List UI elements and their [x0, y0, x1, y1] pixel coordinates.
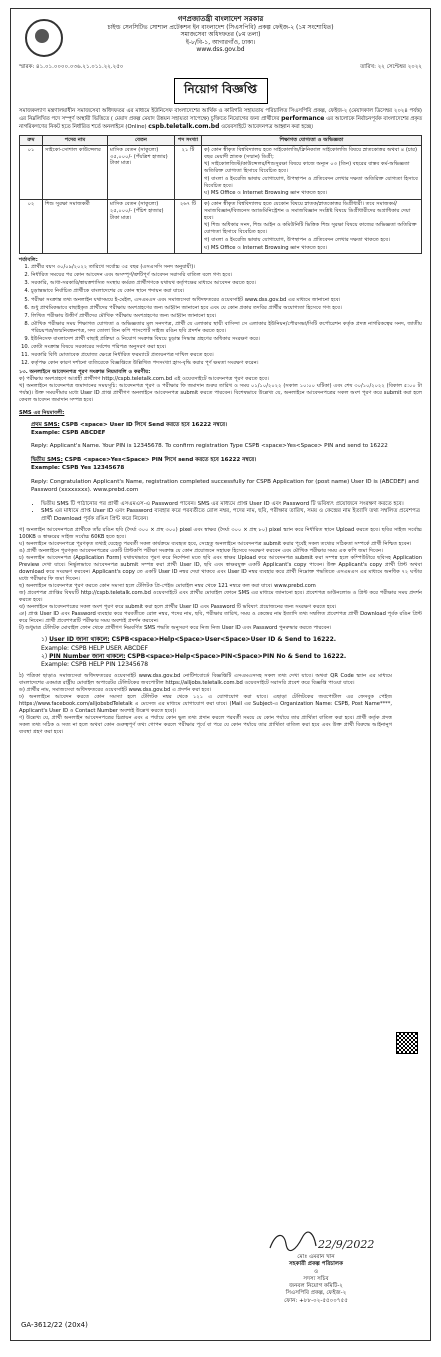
closing-item: ঠ) পত্রিকা ছাড়াও সমাজসেবা অধিদফতরের ওয়েবসাইট www.dss.gov.bd নোটিশবোর্ডে বিজ্ঞপ্তিটি এসএমএসসহ সকল তথ্য দেখা যাবে। অথবা QR Code স্ক্যান এর মাধ্যমে বাংলাদেশের একমাত্র রাষ্ট্রীয় মোবাইল অপারেটর টেলিটকের জবপোর্টাল https://alljobs.teletalk.com.bd ওয়েবসাইটে সরাসরি প্রবেশ করে বিজ্ঞপ্তি পাওয়া যাবে।: [19, 672, 392, 686]
condition-item: 5. পরীক্ষা সংক্রান্ত তথ্য অনলাইন যথাসময়ে ই-মেইল, এসএমএস এবং সমাজসেবা অধিদফতরের ওয়েবসাইট www.dss.gov.bd এর মাধ্যমে জানানো হবে।: [31, 297, 422, 304]
handwritten-signature-icon: [246, 1230, 386, 1254]
qualification-item: ঘ) MS Office ও Internet Browsing জ্ঞান থাকতে হবে।: [204, 190, 328, 197]
more-item: ঘ) অনলাইনে আবেদনপত্রে পূরণকৃত তথ্যই যেহেতু পরবর্তী সকল কার্যক্রমে ব্যবহৃত হবে, সেহেতু অনলাইনে আবেদনপত্র submit করার পূর্বেই সকল তথ্যের সঠিকতা সম্পর্কে প্রার্থী নিশ্চিত হবেন।: [19, 541, 412, 548]
conditions-title: শর্তাবলি:: [19, 257, 38, 264]
more-item: গ) অনলাইন আবেদনপত্রে প্রার্থীকে তাঁর রঙিন ছবি (দৈর্ঘ্য ৩০০ × প্রস্থ ৩০০) pixel এবং স্বাক্ষর (দৈর্ঘ্য ৩০০ × প্রস্থ ৮০) pixel স্ক্যান করে নির্ধারিত স্থানে Upload করতে হবে। ছবির সাইজ সর্বোচ্চ 100KB ও স্বাক্ষরের সাইজ সর্বোচ্চ 60KB হতে হবে।: [19, 527, 422, 541]
conditions-list: [19, 264, 422, 366]
intro-performance: performance: [281, 114, 325, 122]
col-pay: বেতন: [108, 136, 175, 146]
more-item: ঞ) প্রাপ্ত User ID এবং Password ব্যবহার করে পরবর্তীতে রোল নম্বর, পদের নাম, ছবি, পরীক্ষার তারিখ, সময় ও কেন্দ্রের নাম ইত্যাদি তথ্য সম্বলিত প্রবেশপত্র প্রার্থী Download পূর্বক রঙিন প্রিন্ট করে নিবেন। প্রার্থী প্রবেশপত্রটি পরীক্ষার সময় অবশ্যই প্রদর্শন করবেন।: [19, 611, 422, 625]
intro-url[interactable]: cspb.teletalk.com.bd: [148, 123, 220, 131]
condition-item: 11. সরকারি বিধি মোতাবেক প্রযোজ্য ক্ষেত্রে নির্ধারিত ফরম্যাটে প্রত্যয়নপত্র দাখিল করতে হবে।: [31, 352, 422, 359]
intro-paragraph: [19, 108, 422, 131]
sms1-label: প্রথম SMS:: [31, 421, 60, 428]
signatory-phone: ফোন: +৮৮-০২-৫৫০০৭৫৫: [284, 1297, 348, 1304]
col-post: পদের নাম: [43, 136, 108, 146]
sms1-text: CSPB <space> User ID লিখে Send করতে হবে 16222 নম্বরে।: [61, 421, 228, 428]
header: [11, 15, 430, 54]
intro-text-c: ওয়েবসাইটে আবেদনপত্র আহ্বান করা হচ্ছে।: [221, 124, 314, 131]
help-sms-list: [41, 636, 422, 670]
sms1-example: Example: CSPB ABCDEF: [31, 429, 106, 436]
qualification-item: ক) কোন স্বীকৃত বিশ্ববিদ্যালয় হতে যেকোন বিষয়ে স্নাতক/স্নাতকোত্তর ডিগ্রীধারী। তবে সমাজকর্ম/সমাজবিজ্ঞান/বিজনেস অ্যাডমিনিস্ট্রেশন ও সমাজবিজ্ঞান সংশ্লিষ্ট বিষয়ে ডিগ্রীধারীদের অগ্রাধিকার দেয়া হবে।: [204, 201, 411, 221]
condition-item: 3. সরকারি, আধা-সরকারি/স্বায়ত্তশাসিত সংস্থায় কর্মরত প্রার্থীগণকে যথাযথ কর্তৃপক্ষের মাধ্যমে আবেদন করতে হবে।: [31, 280, 422, 287]
closing-item: ঢ) অনলাইনে আবেদন করতে কোন সমস্যা হলে টেলিটক নম্বর থেকে ১২১ এ যোগাযোগ করা যাবে। এছাড়া টেলিটকের জবপোর্টাল এর ফেসবুক পেইজ https://www.facebook.com/alljobsbdTeletalk এ মেসেজ এর মাধ্যমে যোগাযোগ করা যাবে। (Mail এর Subject-এ Organization Name: CSPB, Post Name****, Applicant's User ID ও Contact Number অবশ্যই উল্লেখ করতে হবে)।: [19, 693, 392, 714]
condition-item: 6. শুধু প্রাথমিকভাবে বাছাইকৃত প্রার্থীদের পরীক্ষায় অংশগ্রহণের জন্য আহ্বান জানানো হবে এবং যে কোন প্রকার তদবির প্রার্থীর অযোগ্যতা হিসেবে গণ্য হবে।: [31, 305, 422, 312]
closing-item: ড) প্রার্থীর নাম, সমাজসেবা অধিদফতরের ওয়েবসাইট www.dss.gov.bd এ প্রদর্শন করা হবে।: [19, 686, 212, 693]
page-title: নিয়োগ বিজ্ঞপ্তি: [174, 78, 268, 104]
row-serial: ০১: [20, 145, 43, 199]
condition-item: 12. কর্তৃপক্ষ কোন কারণ দর্শানো ব্যতিরেকে বিজ্ঞপ্তিতে উল্লিখিত পদসংখ্যা হ্রাস-বৃদ্ধি করার পূর্ণ ক্ষমতা সংরক্ষণ করেন।: [31, 360, 422, 367]
condition-item: 8. মৌখিক পরীক্ষার সময় শিক্ষাগত যোগ্যতা ও অভিজ্ঞতার মূল সনদপত্র, প্রার্থী যে এলাকার স্থায়ী বাসিন্দা সে এলাকার ইউনিয়ন/পৌরসভা/সিটি কর্পোরেশন কর্তৃক প্রদত্ত নাগরিকত্বের সনদ, জাতীয় পরিচয়পত্র/জন্মনিবন্ধনপত্র, সদ্য তোলা তিন কপি পাসপোর্ট সাইজ রঙিন ছবি প্রদর্শন করতে হবে।: [31, 321, 422, 335]
condition-item: 1. প্রার্থীর বয়স ৩০/০৯/২০২২ তারিখে সর্বোচ্চ ৩৫ বছর (এসএসসি সনদ অনুযায়ী)।: [31, 264, 422, 271]
signature-block: [246, 1230, 386, 1305]
condition-item: 7. লিখিত পরীক্ষায় উত্তীর্ণ প্রার্থীদের মৌখিক পরীক্ষায় অংশগ্রহণের জন্য আহ্বান জানানো হবে।: [31, 313, 422, 320]
help-text: CSPB<space>Help<Space>PIN<Space>PIN No & Send to 16222.: [127, 653, 347, 661]
intro-text-a: সমাজকল্যাণ মন্ত্রণালয়াধীন সমাজসেবা অধিদফতর এর মাধ্যমে ইউনিসেফ বাংলাদেশের আর্থিক ও কারিগরি সহায়তায় পরিচালিত সিএসপিবি প্রকল্প, ফেইজ-২ (মেয়াদকাল ডিসেম্বর ২০২৪ পর্যন্ত) এর নিম্নলিখিত পদে সম্পূর্ণ অস্থায়ী ভিত্তিতে ( মেয়াদ প্রকল্প মেয়াদ উন্নয়ন সহায়তা সাপেক্ষে) চুক্তিতে নিয়োগের জন্য প্রার্থীদের: [19, 107, 422, 122]
qr-code-icon[interactable]: [396, 1032, 418, 1054]
memo-date: তারিখ: ২২ সেপ্টেম্বর ২০২২: [360, 63, 422, 70]
table-row: [20, 145, 422, 199]
closing-section: [19, 673, 422, 736]
qualification-item: ক) কোন স্বীকৃত বিশ্ববিদ্যালয় হতে সাইকোলজি/ক্লিনিক্যাল সাইকোলজি বিষয়ে স্নাতকোত্তর অথবা ৪ (চার) বছর মেয়াদী স্নাতক (সম্মান) ডিগ্রী;: [204, 146, 418, 160]
row-pay: মাসিক বেতন (সাকুল্যে) ৩৫,০০০/- (পঁয়ত্রিশ হাজার) টাকা মাত্র।: [108, 145, 175, 199]
col-qualification: শিক্ষাগত যোগ্যতা ও অভিজ্ঞতা: [202, 136, 422, 146]
svg-text:22/9/2022: 22/9/2022: [318, 1238, 375, 1251]
sms-section-title: SMS এর নিয়মাবলী:: [19, 409, 65, 416]
apply-title: ১৩. অনলাইনে আবেদনপত্র পূরণ সংক্রান্ত নিয়মাবলি ও করণীয়:: [19, 368, 151, 375]
signatory-role: সদস্য সচিব: [303, 1275, 329, 1282]
more-instructions: [19, 527, 422, 632]
help-item: ১) User ID জানা থাকলে: CSPB<space>Help<Space>User<Space>User ID & Send to 16222. Example: CSPB HELP USER ABCDEF: [41, 636, 337, 652]
sms2-text: CSPB <space>Yes<Space> PIN লিখে send করতে হবে 16222 নম্বরে।: [64, 457, 257, 464]
condition-item: 2. নির্ধারিত সময়ের পর কোন আবেদন এবং অসম্পূর্ণ/ত্রুটিপূর্ণ আবেদন সরাসরি বাতিল বলে গণ্য হবে।: [31, 272, 422, 279]
sms-instructions: [31, 422, 422, 524]
qualification-item: খ) সাইকোলজিস্ট/কাউন্সেলর/শিশুসুরক্ষা বিষয়ে কাজে অন্যূন ০৩ (তিন) বছরের বাস্তব কর্ম-অভিজ্ঞতা অতিরিক্ত যোগ্যতা হিসাবে বিবেচিত হবে।: [204, 161, 410, 175]
more-item: ছ) অনলাইনে আবেদনপত্র পূরণ করতে কোন সমস্যা হলে টেলিটক প্রি-পেইড মোবাইল নম্বর থেকে 121 নম্বরে কল করা যাবে। www.prebd.com: [19, 583, 316, 590]
condition-item: 10. কোটা সংক্রান্ত বিষয়ে সরকারের সর্বশেষ পরিপত্র অনুসরণ করা হবে।: [31, 344, 422, 351]
row-count: ২১ টি: [175, 145, 202, 199]
apply-item-b: খ) অনলাইনে আবেদনপত্র জমাদানের সময়সূচি: আবেদনপত্র পূরণ ও পরীক্ষার ফি জমাদান শুরুর তারিখ ও সময় ০১/১০/২০২২ (সকাল ১০:০০ ঘটিকা) এবং শেষ ৩০/১০/২০২২ (বিকাল ৫:০০ টা পর্যন্ত)। উক্ত সময়সীমার মধ্যে User ID প্রাপ্ত প্রার্থীগণ অনলাইনে আবেদনপত্র submit করতে পারবেন। বিশেষভাবে উল্লেখ্য যে, অনলাইনে আবেদনপত্রের সকল অংশ পূরণ করে submit করা হলে কেবল আবেদন জমাদান সম্পন্ন হবে।: [19, 382, 422, 403]
after-sms-item: • SMS এর মাধ্যমে প্রাপ্ত User ID এবং Password ব্যবহার করে পরবর্তীতে রোল নম্বর, পদের নাম, ছবি, পরীক্ষার তারিখ, সময় ও কেন্দ্রের নাম ইত্যাদি তথ্য সম্বলিত প্রবেশপত্র প্রার্থী Download পূর্বক রঙিন প্রিন্ট করে নিবেন।: [41, 508, 422, 524]
closing-item: ণ) উল্লেখ্য যে, প্রার্থী অনলাইন আবেদনপত্রের চিত্রায়ন এবং এ পর্যায়ে কোন ভুল তথ্য প্রদান করলে পরবর্তী সময়ে যে কোন পর্যায়ে তার প্রার্থিতা বাতিল করা হবে। প্রার্থী কর্তৃক প্রদত্ত সকল তথ্য সঠিক ও সত্য না হলে অথবা কোন গুরুত্বপূর্ণ তথ্য গোপন করলে পরীক্ষার পূর্বে বা পরে যে কোন পর্যায়ে তার প্রার্থিতা বাতিল করা হবে এবং উক্ত প্রার্থী বিরুদ্ধে আইনানুগ ব্যবস্থা গ্রহণ করা হবে।: [19, 714, 392, 735]
after-sms-item: • দ্বিতীয় SMS টি পাঠানোর পর প্রার্থী এসএমএস-এ Password পাবেন। SMS এর মাধ্যমে প্রাপ্ত User ID এবং Password টি ভবিষ্যৎ প্রয়োজনে সংরক্ষণ করতে হবে।: [41, 501, 422, 509]
ad-code: GA-3612/22 (20x4): [21, 1321, 88, 1329]
help-label: PIN Number জানা থাকলে:: [49, 653, 126, 661]
qualification-item: গ) বাংলা ও ইংরেজি ভাষায় যোগাযোগ, উপস্থাপন ও প্রতিবেদন লেখার দক্ষতা থাকতে হবে।: [204, 236, 390, 243]
header-website[interactable]: www.dss.gov.bd: [196, 46, 245, 54]
apply-item-a: ক) পরীক্ষায় অংশগ্রহণে আগ্রহী প্রার্থীগণ http://cspb.teletalk.com.bd এই ওয়েবসাইটে আবেদনপত্র পূরণ করতে হবে।: [19, 375, 269, 382]
row-serial: ০২: [20, 200, 43, 254]
row-qualification: [202, 200, 422, 254]
job-circular-page: [10, 8, 431, 1341]
qualification-item: গ) বাংলা ও ইংরেজি ভাষায় যোগাযোগ, উপস্থাপন ও প্রতিবেদন লেখার দক্ষতা অতিরিক্ত যোগ্যতা হিসাবে বিবেচিত হবে।: [204, 175, 418, 189]
table-row: [20, 200, 422, 254]
row-post: সাইকো-সোশাল কাউন্সেলর: [43, 145, 108, 199]
signatory-name: মোঃ এমরান খান: [297, 1254, 335, 1260]
col-serial: ক্রম: [20, 136, 43, 146]
row-pay: মাসিক বেতন (সাকুল্যে) ২৫,০০০/- (পঁচিশ হাজার) টাকা মাত্র।: [108, 200, 175, 254]
row-count: ২৬৭ টি: [175, 200, 202, 254]
qualification-item: খ) শিশু অধিকার সনদ, শিশু আইন ও কমিউনিটি ভিত্তিক শিশু সুরক্ষা বিষয়ে কাজের অভিজ্ঞতা অতিরিক্ত যোগ্যতা হিসাবে বিবেচিত হবে।: [204, 222, 417, 236]
government-logo-icon: [25, 19, 63, 57]
memo-row: [19, 64, 422, 72]
after-sms-list: [31, 501, 422, 524]
more-item: ঝ) অনলাইনে আবেদনপত্রের সকল অংশ পূরণ করে submit করা হলে প্রার্থীর User ID এবং Password টি ভবিষ্যৎ প্রয়োজনের জন্য সংরক্ষণ করতে হবে।: [19, 604, 337, 611]
header-line4: ই-৮/বি-১, আগারগাঁও, ঢাকা।: [185, 38, 256, 46]
help-item: ২) PIN Number জানা থাকলে: CSPB<space>Help<Space>PIN<Space>PIN No & Send to 16222. Example: CSPB HELP PIN 12345678: [41, 653, 347, 669]
help-text: CSPB<space>Help<Space>User<Space>User ID & Send to 16222.: [111, 636, 337, 644]
more-item: চ) অনলাইন আবেদনপত্র (Application Form) যথাযথভাবে পূরণ করে নির্দেশনা মতে ছবি এবং স্বাক্ষর Upload করে আবেদনপত্র submit করা সম্পন্ন হলে কম্পিউটারে ছবিসহ Application Preview দেখা যাবে। নির্ভুলভাবে আবেদনপত্র submit সম্পন্ন করা প্রার্থী User ID, ছবি এবং স্বাক্ষরযুক্ত একটি Applicant's copy পাবেন। উক্ত Applicant's copy প্রার্থী প্রিন্ট অথবা download করে সংরক্ষণ করবেন। Applicant's copy তে একটি User ID নম্বর দেয়া থাকবে এবং User ID নম্বর ব্যবহার করে প্রার্থী নিম্নোক্ত পদ্ধতিতে এসএমএস এর মাধ্যমে অনধিক ৭২ ঘণ্টার মধ্যে পরীক্ষার ফি জমা দিবেন।: [19, 555, 422, 583]
posts-table: [19, 135, 422, 254]
qualification-item: ঘ) MS Office ও Internet Browsing জ্ঞান থাকতে হবে।: [204, 244, 328, 251]
help-example: Example: CSPB HELP PIN 12345678: [41, 661, 149, 669]
row-qualification: [202, 145, 422, 199]
sms1-reply: Reply: Applicant's Name. Your PIN is 12345678. To confirm registration Type CSPB <space>Yes<Space> PIN and send to 16222: [31, 443, 388, 450]
conditions-section: [19, 257, 422, 403]
sms-section-title-wrap: [19, 410, 422, 417]
col-count: পদ সংখ্যা: [175, 136, 202, 146]
signatory-and: ও: [313, 1268, 319, 1275]
sms2-line: [31, 457, 422, 465]
sms2-label: দ্বিতীয় SMS:: [31, 457, 63, 464]
sms2-reply: Reply: Congratulation Applicant's Name, registration completed successfully for CSPB Application for (post name) User ID is (ABCDEF) and Password (xxxxxxxx). www.prebd.com: [31, 478, 419, 493]
help-label: User ID জানা থাকলে:: [49, 636, 110, 644]
help-example: Example: CSPB HELP USER ABCDEF: [41, 644, 149, 652]
memo-number: স্মারক: ৪১.০১.০০০০.০৩৬.২১.০১১.২২.২৫০: [19, 63, 124, 70]
intro-text-b: এর আলোকে নির্বাচনপূর্বক বাংলাদেশের প্রকৃত নাগরিকগণের নিকট হতে নির্ধারিত শর্তে অনলাইনে (Online): [19, 115, 423, 131]
condition-item: 9. ইউনিসেফ বাংলাদেশ প্রার্থী বাছাই প্রক্রিয়া ও নিয়োগ সংক্রান্ত বিষয়ে চূড়ান্ত সিদ্ধান্ত গ্রহণের অধিকার সংরক্ষণ করে।: [31, 336, 422, 343]
signatory-committee: জনবল নিয়োগ কমিটি-২: [289, 1283, 343, 1290]
header-line1: গণপ্রজাতন্ত্রী বাংলাদেশ সরকার: [177, 15, 264, 23]
more-item: ঙ) প্রার্থী অনলাইনে পূরণকৃত আবেদনপত্রের একটি প্রিন্টকপি পরীক্ষা সংক্রান্ত যে কোন প্রয়োজনে সহায়ক হিসেবে সংরক্ষণ করবেন এবং মৌখিক পরীক্ষার সময় এক কপি জমা দিবেন।: [19, 548, 383, 555]
header-line3: সমাজসেবা অধিদফতর (৮ম তলা): [180, 31, 261, 39]
more-item: জ) প্রবেশপত্র প্রাপ্তির বিষয়টি http://cspb.teletalk.com.bd ওয়েবসাইটে এবং প্রার্থীর মোবাইল ফোনে SMS এর মাধ্যমে জানানো হবে। প্রবেশপত্র ডাউনলোড ও প্রিন্ট করে পরীক্ষার সময় প্রদর্শন করতে হবে।: [19, 590, 422, 604]
row-post: শিশু সুরক্ষা সমাজকর্মী: [43, 200, 108, 254]
header-line2: চাইল্ড সেনসিটিভ সোশাল প্রটেকশন ইন বাংলাদেশ (সিএসপিবি) প্রকল্প ফেইজ-২ (১ম সংশোধিত): [107, 23, 334, 31]
condition-item: 4. চূড়ান্তভাবে নির্বাচিত প্রার্থীকে বাংলাদেশের যে কোন স্থানে পদায়ন করা যাবে।: [31, 288, 422, 295]
signatory-project: সিএসপিবি প্রকল্প, ফেইজ-২: [285, 1290, 347, 1297]
table-header-row: [20, 136, 422, 146]
signatory-designation: সহকারী প্রকল্প পরিচালক: [288, 1261, 344, 1268]
more-item: ট) শুধুমাত্র টেলিটক মোবাইল ফোন থেকে প্রার্থীগণ নিম্নবর্ণিত SMS পদ্ধতি অনুসরণ করে নিজ নিজ User ID এবং Password পুনরুদ্ধার করতে পারবেন।: [19, 625, 332, 632]
sms1-line: [31, 422, 422, 430]
sms2-example: Example: CSPB Yes 12345678: [31, 465, 125, 472]
